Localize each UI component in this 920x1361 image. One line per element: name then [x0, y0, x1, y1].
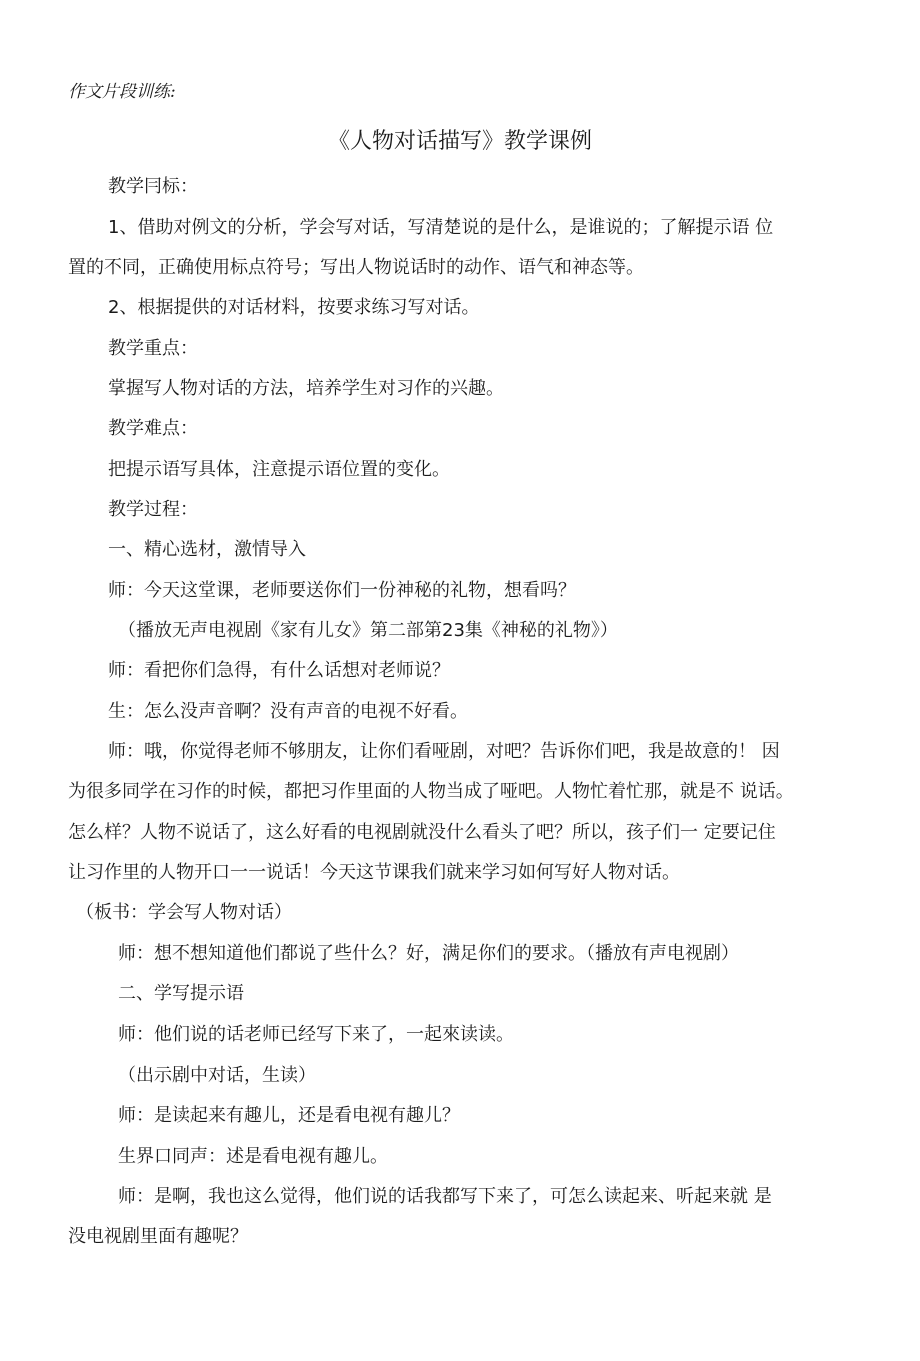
paragraph-line: 掌握写人物对话的方法，培养学生对习作的兴趣。 — [108, 378, 504, 399]
paragraph-line: 二、学写提示语 — [118, 983, 244, 1004]
paragraph-line: 一、精心选材，激情导入 — [108, 539, 306, 560]
document-title: 《人物对话描写》教学课例 — [327, 129, 592, 154]
paragraph-line: 置的不同，正确使用标点符号；写出人物说话时的动作、语气和神态等。 — [68, 257, 644, 278]
paragraph-line: （播放无声电视剧《家有儿女》第二部第23集《神秘的礼物》） — [118, 620, 618, 641]
paragraph-line: 生界口同声：述是看电视有趣儿。 — [118, 1146, 388, 1167]
paragraph-line: 师：是啊，我也这么觉得，他们说的话我都写下来了，可怎么读起来、听起来就 是 — [118, 1186, 772, 1207]
paragraph-line: 师：想不想知道他们都说了些什么？好，满足你们的要求。（播放有声电视剧） — [118, 943, 739, 964]
paragraph-line: 2、根据提供的对话材料，按要求练习写对话。 — [108, 297, 480, 318]
paragraph-line: 教学冃标： — [108, 176, 198, 197]
paragraph-line: （出示剧中对话，生读） — [118, 1065, 316, 1086]
paragraph-line: 师：看把你们急得，有什么话想对老师说？ — [108, 660, 450, 681]
paragraph-line: 怎么样？人物不说话了，这么好看的电视剧就没什么看头了吧？所以，孩子们一 定要记住 — [68, 822, 776, 843]
paragraph-line: 师：今天这堂课，老师要送你们一份神秘的礼物，想看吗？ — [108, 580, 576, 601]
paragraph-line: 1、借助对例文的分析，学会写对话，写清楚说的是什么，是谁说的；了解提示语 位 — [108, 217, 774, 238]
paragraph-line: 为很多同学在习作的时候，都把习作里面的人物当成了哑吧。人物忙着忙那，就是不 说话。 — [68, 781, 794, 802]
paragraph-line: （板书：学会写人物对话） — [76, 902, 292, 923]
paragraph-line: 教学重点： — [108, 338, 198, 359]
paragraph-line: 教学过程： — [108, 499, 198, 520]
paragraph-line: 教学难点： — [108, 418, 198, 439]
paragraph-line: 生：怎么没声音啊？没有声音的电视不好看。 — [108, 701, 468, 722]
paragraph-line: 没电视剧里面有趣呢？ — [68, 1226, 248, 1247]
paragraph-line: 师：哦，你觉得老师不够朋友，让你们看哑剧，对吧？告诉你们吧，我是故意的！ 因 — [108, 741, 780, 762]
paragraph-line: 把提示语写具体，注意提示语位置的变化。 — [108, 459, 450, 480]
paragraph-line: 师：是读起来有趣儿，还是看电视有趣儿？ — [118, 1105, 460, 1126]
section-label: 作文片段训练: — [68, 82, 176, 102]
paragraph-line: 让习作里的人物开口一一说话！今天这节课我们就来学习如何写好人物对话。 — [68, 862, 680, 883]
paragraph-line: 师：他们说的话老师已经写下来了，一起來读读。 — [118, 1024, 514, 1045]
